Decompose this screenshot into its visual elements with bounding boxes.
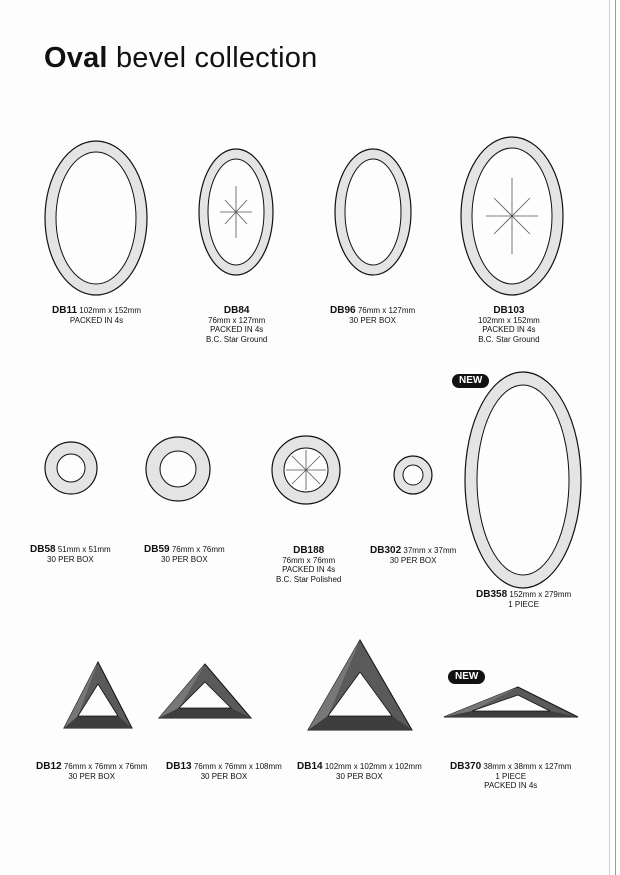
product-dimensions: 37mm x 37mm bbox=[403, 546, 457, 555]
triangle-bevel-db13 bbox=[157, 662, 253, 720]
caption-db358 bbox=[476, 590, 571, 609]
product-detail: 76mm x 76mm bbox=[282, 555, 336, 565]
page-edge-line bbox=[609, 0, 610, 875]
product-dimensions: 102mm x 152mm bbox=[79, 306, 142, 315]
product-detail: 30 PER BOX bbox=[47, 554, 94, 564]
caption-db103 bbox=[478, 306, 540, 344]
product-detail: PACKED IN 4s bbox=[210, 325, 264, 334]
product-detail: 102mm x 152mm bbox=[478, 315, 540, 325]
product-dimensions: 51mm x 51mm bbox=[57, 545, 111, 554]
new-badge: NEW bbox=[452, 374, 489, 388]
product-code: DB302 bbox=[370, 545, 402, 556]
product-dimensions: 76mm x 76mm bbox=[171, 545, 225, 554]
product-detail: 1 PIECE bbox=[495, 771, 527, 781]
caption-db59 bbox=[144, 545, 225, 564]
product-dimensions: 102mm x 102mm x 102mm bbox=[324, 762, 422, 771]
title-bold-word: Oval bbox=[44, 42, 108, 74]
product-dimensions: 76mm x 76mm x 76mm bbox=[63, 762, 148, 771]
caption-db302 bbox=[370, 546, 456, 565]
product-detail: B.C. Star Ground bbox=[478, 334, 540, 344]
product-detail: PACKED IN 4s bbox=[69, 315, 124, 325]
round-bevel-db302 bbox=[393, 455, 433, 495]
new-badge: NEW bbox=[448, 670, 485, 684]
triangle-bevel-db14 bbox=[306, 638, 414, 732]
product-code: DB103 bbox=[493, 305, 525, 316]
product-detail: 30 PER BOX bbox=[161, 554, 208, 564]
product-dimensions: 38mm x 38mm x 127mm bbox=[483, 762, 572, 771]
product-dimensions: 76mm x 76mm x 108mm bbox=[193, 762, 282, 771]
product-dimensions: 76mm x 127mm bbox=[357, 306, 416, 315]
caption-db58 bbox=[30, 545, 111, 564]
page-title bbox=[44, 44, 317, 73]
product-detail: 76mm x 127mm bbox=[208, 315, 266, 325]
product-detail: B.C. Star Ground bbox=[206, 334, 268, 344]
product-detail: 30 PER BOX bbox=[200, 771, 248, 781]
caption-db14 bbox=[297, 762, 422, 781]
oval-bevel-db96 bbox=[334, 148, 412, 276]
product-code: DB358 bbox=[476, 589, 508, 600]
product-code: DB59 bbox=[144, 544, 170, 555]
product-detail: PACKED IN 4s bbox=[482, 325, 536, 334]
triangle-bevel-db370 bbox=[442, 685, 580, 719]
product-detail: 30 PER BOX bbox=[349, 315, 396, 325]
product-detail: PACKED IN 4s bbox=[282, 565, 336, 574]
caption-db188 bbox=[276, 546, 341, 584]
caption-db370 bbox=[450, 762, 571, 791]
product-code: DB14 bbox=[297, 761, 323, 772]
product-code: DB96 bbox=[330, 305, 356, 316]
caption-db12 bbox=[36, 762, 147, 781]
round-bevel-db58 bbox=[44, 441, 98, 495]
product-code: DB188 bbox=[293, 545, 325, 556]
page-edge-line bbox=[615, 0, 616, 875]
oval-bevel-db11 bbox=[44, 140, 148, 296]
product-code: DB58 bbox=[30, 544, 56, 555]
caption-db11 bbox=[52, 306, 141, 325]
title-rest: bevel collection bbox=[115, 42, 318, 74]
product-code: DB84 bbox=[223, 305, 250, 316]
product-dimensions: 152mm x 279mm bbox=[509, 590, 572, 599]
caption-db13 bbox=[166, 762, 282, 781]
product-code: DB11 bbox=[52, 305, 78, 316]
oval-bevel-db103 bbox=[460, 136, 564, 296]
product-detail: 30 PER BOX bbox=[389, 555, 437, 565]
product-code: DB12 bbox=[36, 761, 62, 772]
caption-db96 bbox=[330, 306, 415, 325]
oval-bevel-db84 bbox=[198, 148, 274, 276]
triangle-bevel-db12 bbox=[62, 660, 134, 730]
round-bevel-db59 bbox=[145, 436, 211, 502]
product-detail: PACKED IN 4s bbox=[484, 781, 538, 790]
product-detail: 30 PER BOX bbox=[68, 771, 116, 781]
product-code: DB13 bbox=[166, 761, 192, 772]
product-detail: 30 PER BOX bbox=[336, 771, 383, 781]
round-bevel-db188 bbox=[271, 435, 341, 505]
product-detail: 1 PIECE bbox=[508, 599, 539, 609]
oval-bevel-db358 bbox=[464, 371, 582, 589]
product-code: DB370 bbox=[450, 761, 482, 772]
product-detail: B.C. Star Polished bbox=[276, 574, 342, 584]
caption-db84 bbox=[206, 306, 267, 344]
